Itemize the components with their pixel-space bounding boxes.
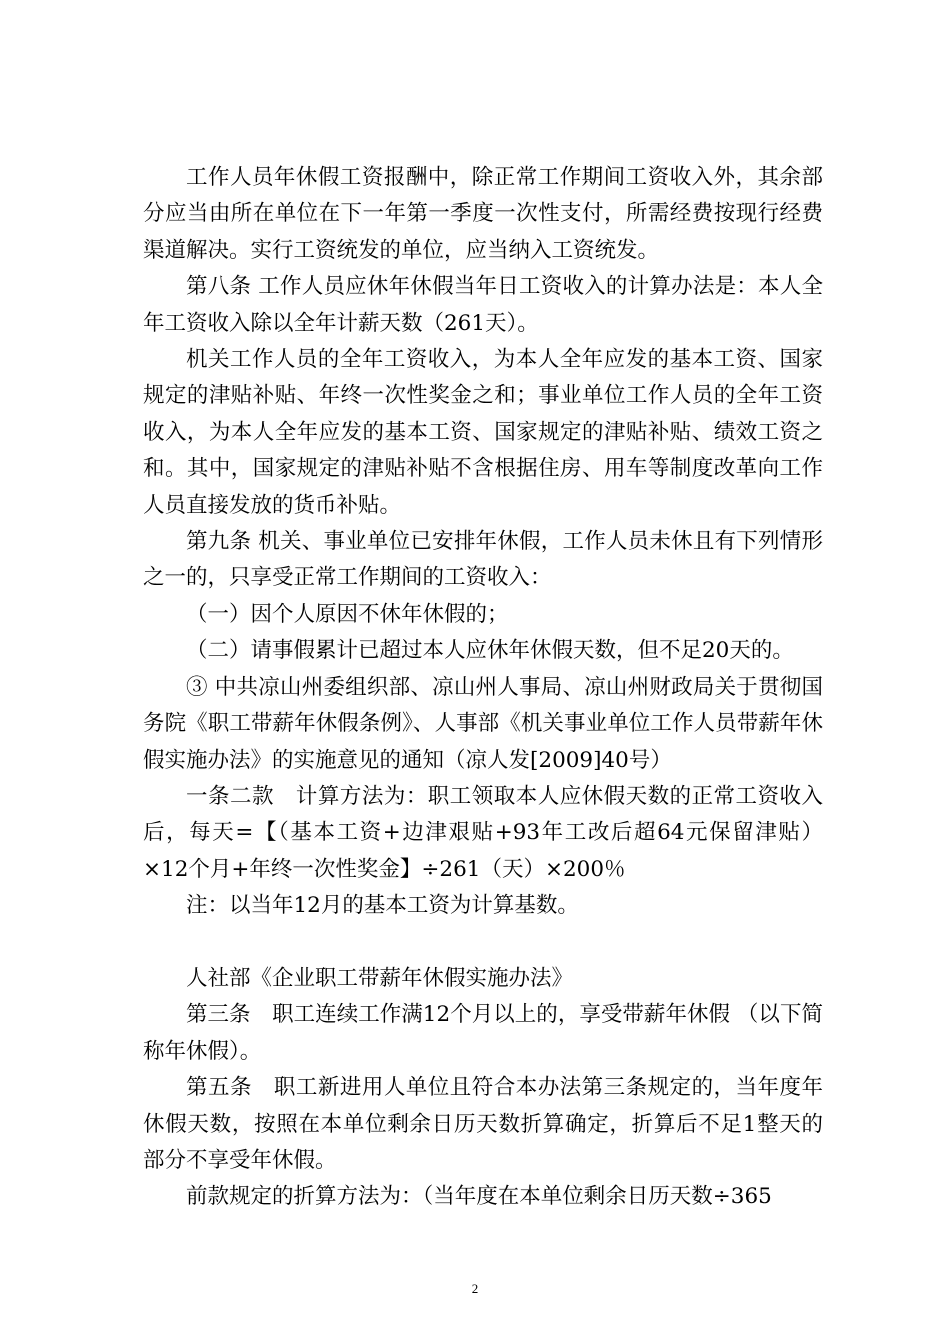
body-text bbox=[143, 160, 823, 1216]
paragraph-item-1: （一）因个人原因不休年休假的； bbox=[186, 601, 509, 627]
paragraph-article-3: 第三条 职工连续工作满12个月以上的，享受带薪年休假 （以下简称年休假）。 bbox=[143, 1002, 823, 1064]
paragraph-item-2: （二）请事假累计已超过本人应休年休假天数，但不足20天的。 bbox=[186, 638, 794, 664]
paragraph-liangshan-notice: ③ 中共凉山州委组织部、凉山州人事局、凉山州财政局关于贯彻国务院《职工带薪年休假条例》、人事部《机关事业单位工作人员带薪年休假实施办法》的实施意见的通知（凉人发[2009]40号） bbox=[143, 674, 823, 773]
paragraph-gap bbox=[143, 925, 823, 961]
paragraph-salary-payment: 工作人员年休假工资报酬中，除正常工作期间工资收入外，其余部分应当由所在单位在下一年第一季度一次性支付，所需经费按现行经费渠道解决。实行工资统发的单位，应当纳入工资统发。 bbox=[143, 165, 823, 263]
page-number: 2 bbox=[471, 1281, 479, 1296]
paragraph-annual-income: 机关工作人员的全年工资收入，为本人全年应发的基本工资、国家规定的津贴补贴、年终一次性奖金之和；事业单位工作人员的全年工资收入，为本人全年应发的基本工资、国家规定的津贴补贴、绩效工资之和。其中，国家规定的津贴补贴不含根据住房、用车等制度改革向工作人员直接发放的货币补贴。 bbox=[143, 347, 823, 518]
paragraph-article-9: 第九条 机关、事业单位已安排年休假，工作人员未休且有下列情形之一的，只享受正常工作期间的工资收入： bbox=[143, 529, 823, 591]
paragraph-calculation-method: 一条二款 计算方法为：职工领取本人应休假天数的正常工资收入后，每天=【（基本工资+边津艰贴+93年工改后超64元保留津贴）×12个月+年终一次性奖金】÷261（天）×200％ bbox=[143, 783, 823, 882]
paragraph-mohrss-title: 人社部《企业职工带薪年休假实施办法》 bbox=[186, 965, 574, 991]
paragraph-conversion-method: 前款规定的折算方法为：（当年度在本单位剩余日历天数÷365 bbox=[186, 1184, 772, 1210]
paragraph-article-8: 第八条 工作人员应休年休假当年日工资收入的计算办法是：本人全年工资收入除以全年计薪天数（261天）。 bbox=[143, 274, 823, 336]
paragraph-note: 注：以当年12月的基本工资为计算基数。 bbox=[186, 893, 579, 919]
paragraph-article-5: 第五条 职工新进用人单位且符合本办法第三条规定的，当年度年休假天数，按照在本单位剩余日历天数折算确定，折算后不足1整天的部分不享受年休假。 bbox=[143, 1075, 823, 1173]
